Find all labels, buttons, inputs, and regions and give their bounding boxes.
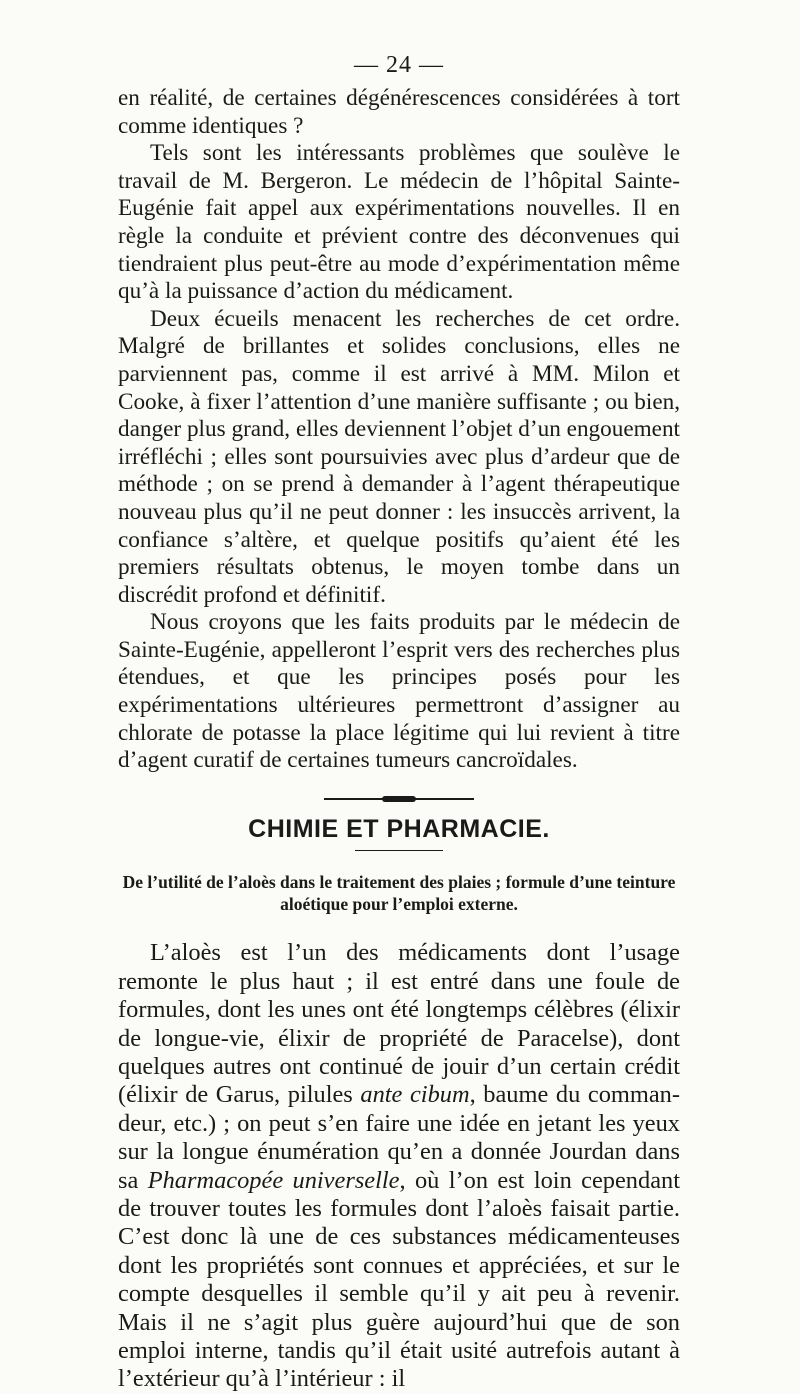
paragraph-bergeron: Tels sont les intéressants problèmes que soulève le travail de M. Bergeron. Le médecin de l’hôpital Sainte-Eugénie fait appel aux expérimentations nouvelles. Il en règle la conduite et prévient contre des déconvenues qui tiendraient plus peut-être au mode d’expérimentation même qu’à la puissance d’action du médicament. [118, 140, 680, 305]
text-run: , baume du commandeur, etc.) ; on peut s’en faire une idée en jetant les yeux sur la longue énumération qu’en a donnée Jourdan dans sa [118, 1081, 680, 1194]
paragraph-conclusion: Nous croyons que les faits produits par le médecin de Sainte-Eugénie, appelleront l’esprit vers des recherches plus étendues, et que les principes posés pour les expérimentations ultérieures permettront d’assigner au chlorate de potasse la place légitime qui lui revient à titre d’agent curatif de certaines tumeurs cancroïdales. [118, 609, 680, 774]
paragraph-aloes [118, 939, 680, 1394]
title-divider [355, 850, 443, 852]
ornamental-rule [118, 789, 680, 807]
italic-pharmacopee: Pharmacopée universelle [147, 1166, 400, 1194]
article-subheading: De l’utilité de l’aloès dans le traitement des plaies ; formule d’une teinture aloétique pour l’emploi externe. [122, 872, 676, 915]
section-title: CHIMIE ET PHARMACIE. [248, 814, 550, 843]
paragraph-continuation: en réalité, de certaines dégénérescences considérées à tort comme identiques ? [118, 85, 680, 139]
paragraph-ecueils: Deux écueils menacent les recherches de cet ordre. Malgré de brillantes et solides conclusions, elles ne parviennent pas, comme il est arrivé à MM. Milon et Cooke, à fixer l’attention d’une manière suffisante ; ou bien, danger plus grand, elles deviennent l’objet d’un engouement irréfléchi ; elles sont poursuivies avec plus d’ardeur que de méthode ; on se prend à demander à l’agent thérapeutique nouveau plus qu’il ne peut donner : les insuccès arrivent, la confiance s’altère, et quelque positifs qu’aient été les premiers résultats obtenus, le moyen tombe dans un discrédit profond et définitif. [118, 305, 680, 608]
book-page [118, 52, 680, 1394]
article-body [118, 939, 680, 1394]
text-run: , où l’on est loin cependant de trouver toutes les formules dont l’aloès faisait partie. C’est donc là une de ces substances médicamenteuses dont les propriétés sont connues et appréciées, et sur le compte desquelles il semble qu’il y ait peu à revenir. Mais il ne s’agit plus guère aujourd’hui que de son emploi interne, tandis qu’il était usité autrefois autant à l’extérieur qu’à l’intérieur : il [118, 1166, 680, 1393]
page-number: — 24 — [354, 52, 444, 78]
italic-ante-cibum: ante cibum [360, 1081, 470, 1109]
text-run: L’aloès est l’un des médicaments dont l’usage remonte le plus haut ; il est entré dans une foule de formules, dont les unes ont été longtemps célèbres (élixir de longue-vie, élixir de propriété de Paracelse), dont quelques autres ont continué de jouir d’un certain crédit (élixir de Garus, pilules [118, 939, 680, 1109]
ornament-icon [324, 796, 474, 802]
